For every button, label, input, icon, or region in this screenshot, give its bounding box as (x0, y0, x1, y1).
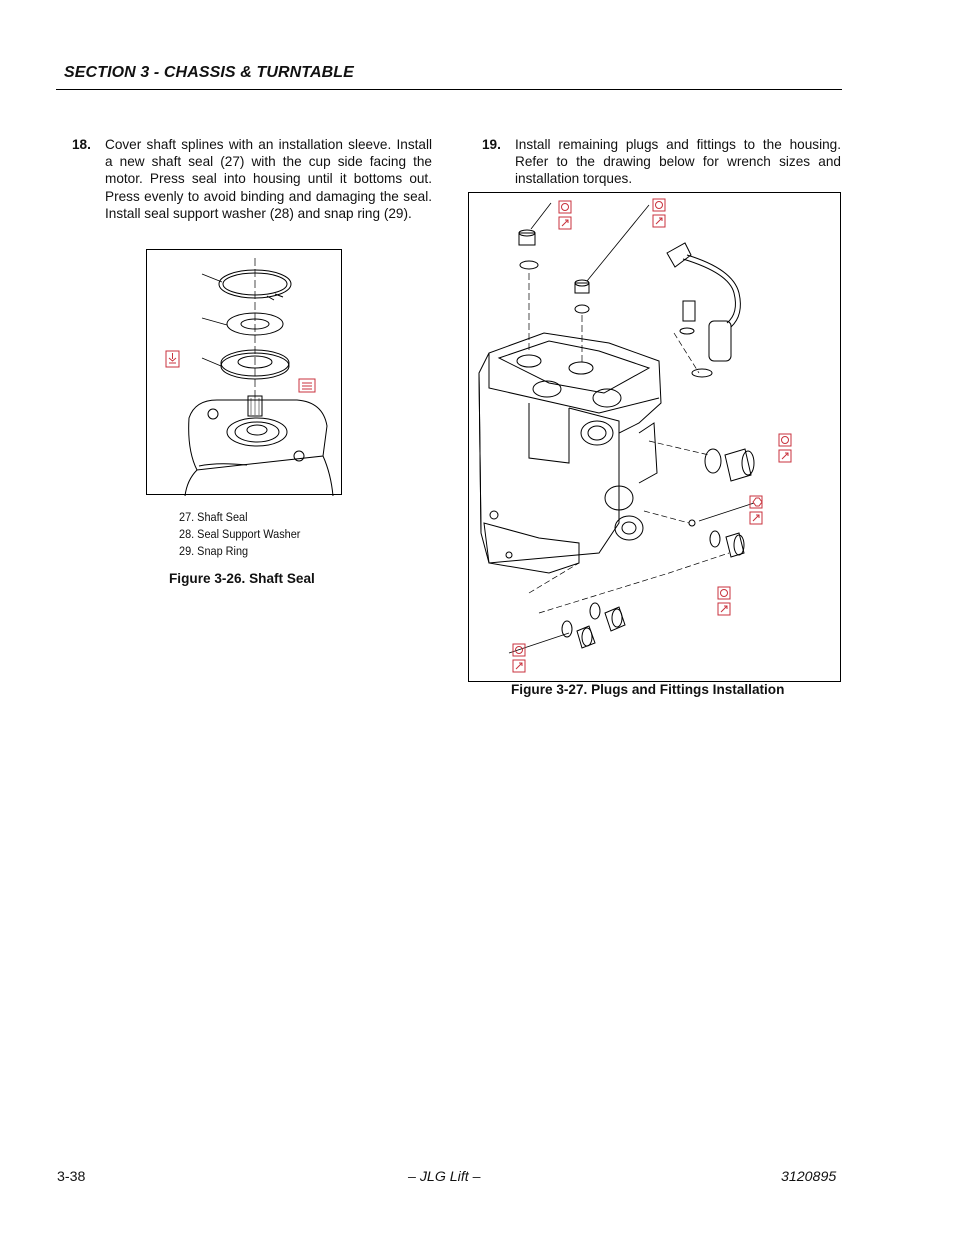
document-number: 3120895 (781, 1169, 837, 1185)
figure-3-27-illustration (468, 192, 841, 682)
figure-3-27-caption: Figure 3-27. Plugs and Fittings Installation (511, 682, 785, 697)
figure-3-26-caption: Figure 3-26. Shaft Seal (169, 571, 315, 586)
step-18-number: 18. (72, 137, 91, 152)
wrench-size-icon (718, 587, 730, 599)
step-19-number: 19. (482, 137, 501, 152)
wrench-size-icon (559, 201, 571, 213)
step-18-text: Cover shaft splines with an installation sleeve. Install a new shaft seal (27) with the cup side facing the motor. Press seal into housing until it bottoms out. Press evenly to avoid binding and damaging the seal. Install seal support washer (28) and snap ring (29). (105, 137, 432, 221)
plugs-and-fittings-drawing (469, 193, 842, 683)
legend-item-28: 28. Seal Support Washer (179, 527, 301, 541)
press-tool-icon (166, 351, 179, 367)
wrench-size-icon (653, 199, 665, 211)
wrench-size-icon (779, 434, 791, 446)
step-19-text: Install remaining plugs and fittings to the housing. Refer to the drawing below for wrench sizes and installation torques. (515, 137, 841, 187)
torque-icon (559, 217, 571, 229)
legend-item-27: 27. Shaft Seal (179, 510, 248, 524)
figure-3-26-illustration (146, 249, 342, 495)
wrench-size-icon (750, 496, 762, 508)
header-divider (56, 89, 842, 90)
installation-sleeve-icon (299, 379, 315, 392)
torque-icon (718, 603, 730, 615)
footer-publisher: – JLG Lift – (408, 1169, 481, 1185)
torque-icon (513, 660, 525, 672)
shaft-seal-drawing (147, 250, 343, 496)
page-number: 3-38 (57, 1169, 86, 1185)
torque-icon (653, 215, 665, 227)
torque-icon (750, 512, 762, 524)
torque-icon (779, 450, 791, 462)
legend-item-29: 29. Snap Ring (179, 544, 249, 558)
section-title: SECTION 3 - CHASSIS & TURNTABLE (64, 64, 354, 81)
